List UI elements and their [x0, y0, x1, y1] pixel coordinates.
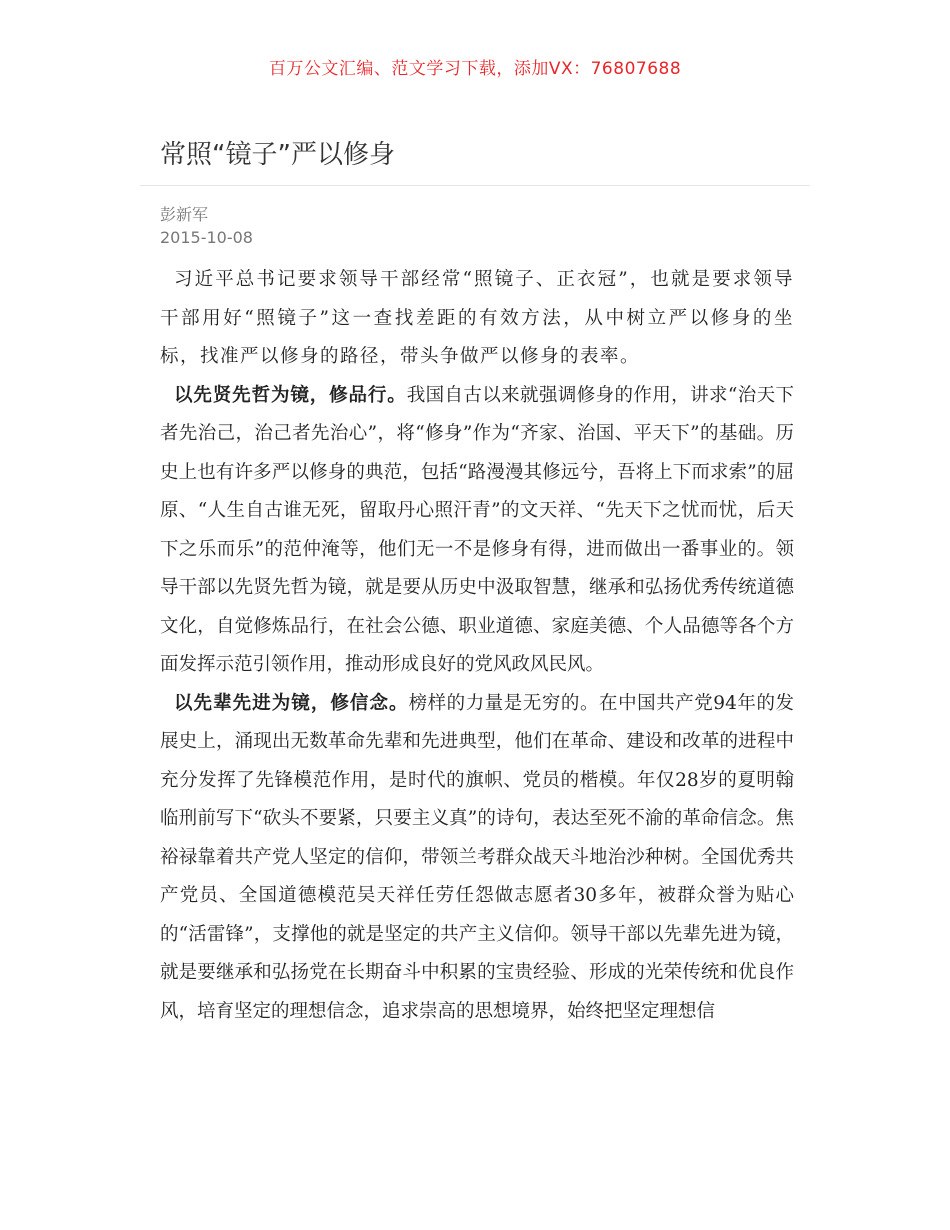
- paragraph-sages: [160, 377, 794, 685]
- title-divider: [140, 185, 810, 186]
- paragraph-lead: 以先贤先哲为镜，修品行。: [174, 384, 407, 406]
- download-banner: 百万公文汇编、范文学习下载，添加VX：76807688: [268, 59, 682, 79]
- paragraph-intro: [160, 261, 794, 377]
- paragraph-predecessors: [160, 685, 794, 1032]
- article-body: [160, 261, 794, 1031]
- paragraph-text: 习近平总书记要求领导干部经常“照镜子、正衣冠”，也就是要求领导干部用好“照镜子”这一查找差距的有效方法，从中树立严以修身的坐标，找准严以修身的路径，带头争做严以修身的表率。: [160, 269, 794, 367]
- paragraph-text: 我国自古以来就强调修身的作用，讲求“治天下者先治己，治己者先治心”，将“修身”作为“齐家、治国、平天下”的基础。历史上也有许多严以修身的典范，包括“路漫漫其修远兮，吾将上下而求索”的屈原、“人生自古谁无死，留取丹心照汗青”的文天祥、“先天下之忧而忧，后天下之乐而乐”的范仲淹等，他们无一不是修身有得，进而做出一番事业的。领导干部以先贤先哲为镜，就是要从历史中汲取智慧，继承和弘扬优秀传统道德文化，自觉修炼品行，在社会公德、职业道德、家庭美德、个人品德等各个方面发挥示范引领作用，推动形成良好的党风政风民风。: [160, 384, 794, 675]
- article-title: 常照“镜子”严以修身: [160, 140, 395, 170]
- article-date: 2015-10-08: [160, 228, 253, 247]
- paragraph-lead: 以先辈先进为镜，修信念。: [174, 692, 409, 714]
- article-author: 彭新军: [160, 205, 209, 224]
- paragraph-text: 榜样的力量是无穷的。在中国共产党94年的发展史上，涌现出无数革命先辈和先进典型，他们在革命、建设和改革的进程中充分发挥了先锋模范作用，是时代的旗帜、党员的楷模。年仅28岁的夏明翰临刑前写下“砍头不要紧，只要主义真”的诗句，表达至死不渝的革命信念。焦裕禄靠着共产党人坚定的信仰，带领兰考群众战天斗地治沙种树。全国优秀共产党员、全国道德模范吴天祥任劳任怨做志愿者30多年，被群众誉为贴心的“活雷锋”，支撑他的就是坚定的共产主义信仰。领导干部以先辈先进为镜，就是要继承和弘扬党在长期奋斗中积累的宝贵经验、形成的光荣传统和优良作风，培育坚定的理想信念，追求崇高的思想境界，始终把坚定理想信: [160, 692, 794, 1022]
